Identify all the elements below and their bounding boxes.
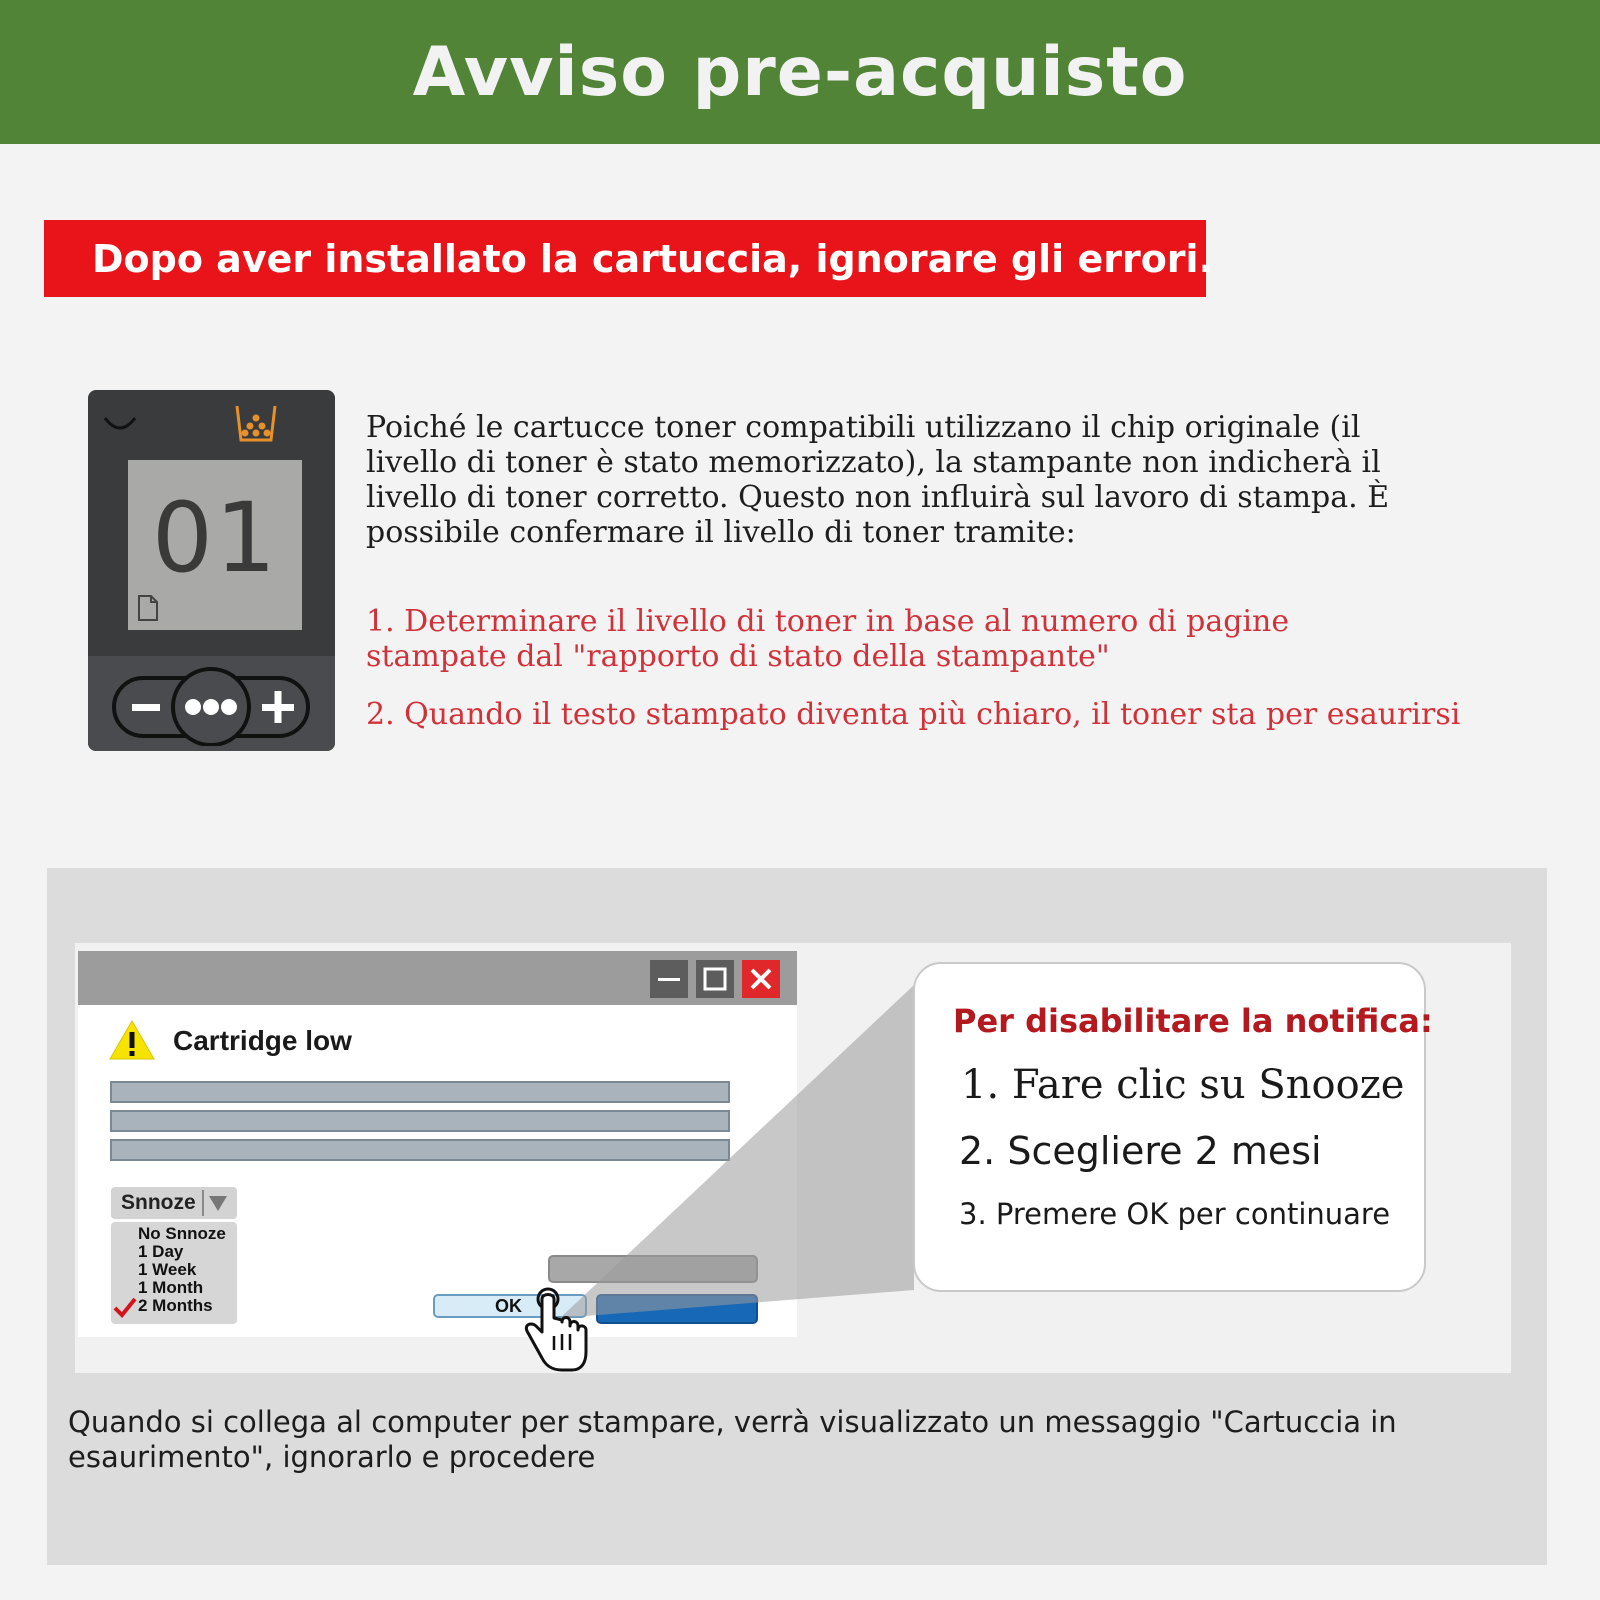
snooze-option[interactable]: 1 Month xyxy=(138,1278,204,1297)
snooze-option[interactable]: No Snnoze xyxy=(138,1224,226,1243)
snooze-dropdown-label: Snnoze xyxy=(121,1191,196,1214)
callout-title: Per disabilitare la notifica: xyxy=(953,1002,1433,1040)
warning-icon xyxy=(108,1019,156,1061)
callout-step-3: 3. Premere OK per continuare xyxy=(959,1197,1391,1231)
panel-controls xyxy=(112,666,312,746)
minimize-button[interactable] xyxy=(650,960,688,998)
message-line xyxy=(110,1110,730,1132)
snooze-dropdown[interactable] xyxy=(111,1187,237,1219)
toner-check-step-2: 2. Quando il testo stampato diventa più chiaro, il toner sta per esaurirsi xyxy=(366,697,1461,732)
close-button[interactable] xyxy=(742,960,780,998)
page-title: Avviso pre-acquisto xyxy=(412,32,1188,112)
snooze-options-list xyxy=(111,1222,237,1324)
close-icon xyxy=(748,966,774,992)
plus-icon[interactable] xyxy=(262,691,294,723)
page-icon xyxy=(136,594,160,622)
printer-control-panel xyxy=(88,390,335,751)
warning-banner xyxy=(44,220,1213,297)
toner-check-step-1: 1. Determinare il livello di toner in base al numero di pagine stampate dal "rapporto di stato della stampante" xyxy=(366,604,1290,674)
header-bar xyxy=(0,0,1600,144)
warning-banner-text: Dopo aver installato la cartuccia, ignorare gli errori. xyxy=(92,236,1213,281)
callout-step-2: 2. Scegliere 2 mesi xyxy=(959,1129,1322,1173)
chevron-down-icon xyxy=(208,1194,228,1212)
primary-button[interactable] xyxy=(596,1294,758,1324)
dropdown-arrow[interactable] xyxy=(202,1190,228,1216)
lcd-counter-value: 01 xyxy=(151,482,279,594)
callout-step-1: 1. Fare clic su Snooze xyxy=(961,1062,1405,1108)
checkmark-icon xyxy=(113,1296,137,1318)
disabled-button[interactable] xyxy=(548,1255,758,1283)
hand-cursor-icon xyxy=(512,1286,590,1374)
minimize-icon xyxy=(656,966,682,992)
dialog-titlebar xyxy=(78,951,797,1005)
snooze-option[interactable]: 1 Week xyxy=(138,1260,197,1279)
toner-level-icon xyxy=(233,402,279,444)
dialog-title: Cartridge low xyxy=(173,1025,352,1056)
ok-button-label: OK xyxy=(495,1295,522,1316)
minus-icon[interactable] xyxy=(132,704,160,711)
snooze-option[interactable]: 1 Day xyxy=(138,1242,184,1261)
cartridge-low-dialog xyxy=(78,951,797,1337)
maximize-button[interactable] xyxy=(696,960,734,998)
lcd-display xyxy=(128,460,302,630)
message-line xyxy=(110,1081,730,1103)
message-line xyxy=(110,1139,730,1161)
snooze-option-selected[interactable]: 2 Months xyxy=(138,1296,213,1315)
maximize-icon xyxy=(702,966,728,992)
footer-note: Quando si collega al computer per stampare, verrà visualizzato un messaggio "Cartuccia in esaurimento", ignorarlo e procedere xyxy=(68,1405,1397,1474)
instruction-callout xyxy=(913,962,1433,1292)
intro-paragraph: Poiché le cartucce toner compatibili utilizzano il chip originale (il livello di toner è stato memorizzato), la stampante non indicherà il livello di toner corretto. Questo non influirà sul lavoro di stampa. È possibile confermare il livello di toner tramite: xyxy=(366,410,1390,550)
panel-button-row xyxy=(88,656,335,751)
menu-dots-icon[interactable] xyxy=(173,669,249,745)
power-indicator-icon xyxy=(102,412,138,436)
